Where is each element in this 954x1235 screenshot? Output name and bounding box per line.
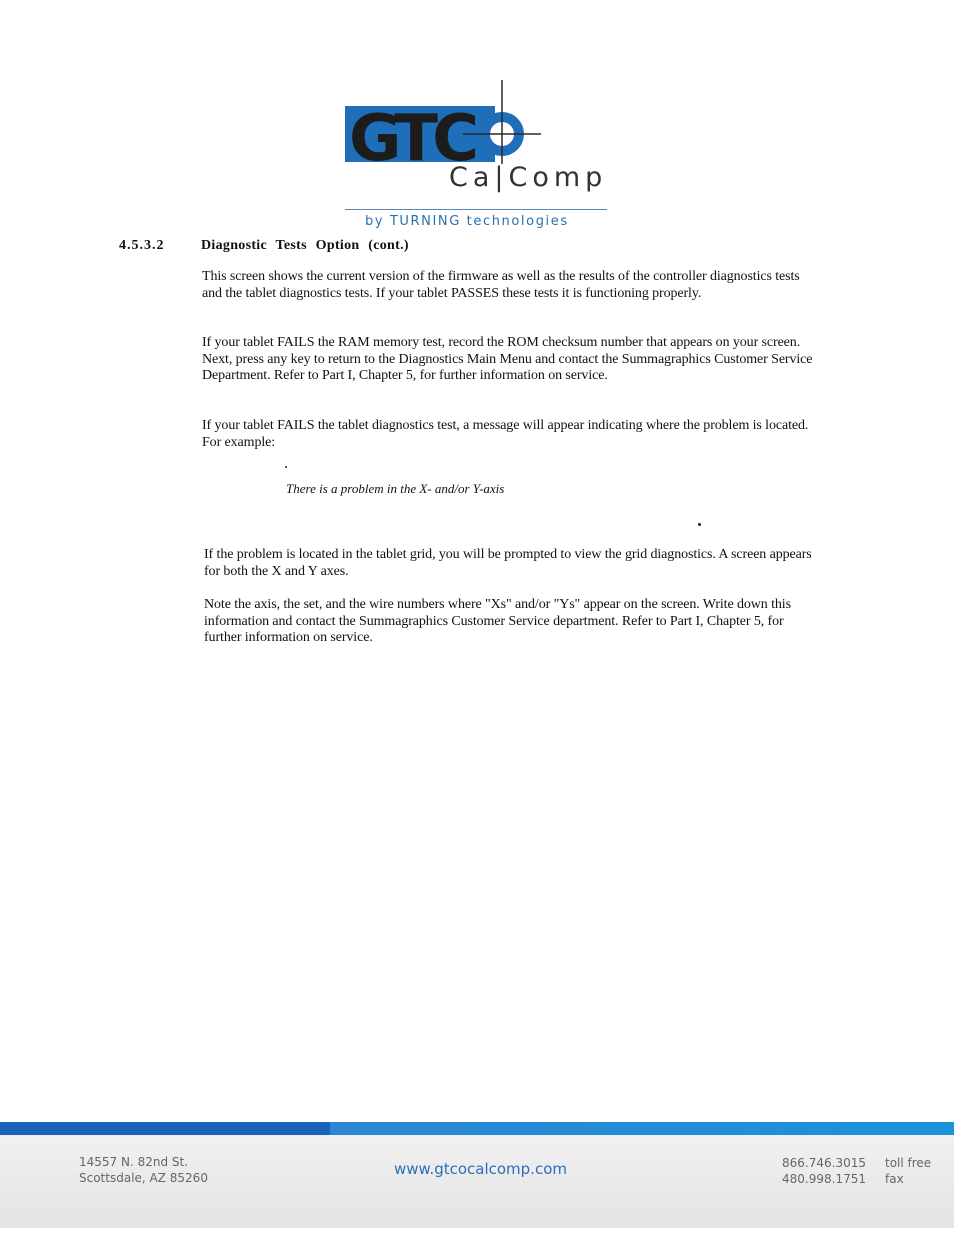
footer-website-link[interactable]: www.gtcocalcomp.com	[394, 1160, 567, 1178]
footer-bar-light	[330, 1122, 954, 1135]
example-message: There is a problem in the X- and/or Y-axis	[286, 481, 505, 496]
section-number: 4.5.3.2	[119, 238, 165, 253]
footer-fax-number: 480.998.1751	[782, 1172, 866, 1186]
company-logo	[345, 78, 615, 233]
footer-tollfree-number: 866.746.3015	[782, 1156, 866, 1170]
paragraph-record-wires: Note the axis, the set, and the wire numbers where "Xs" and/or "Ys" appear on the screen. Write down this information and contact the Summagraphics Customer Service department. Refer to Part I, Chapter 5, for further information on service.	[204, 597, 791, 645]
paragraph-grid-problem: If the problem is located in the tablet grid, you will be prompted to view the grid diagnostics. A screen appears for both the X and Y axes.	[204, 547, 812, 579]
section-title: Diagnostic Tests Option (cont.)	[201, 238, 409, 253]
logo-divider-line	[345, 209, 607, 210]
gtco-logo-mark	[345, 78, 545, 168]
paragraph-tablet-failure: If your tablet FAILS the tablet diagnostics test, a message will appear indicating where the problem is located. For example:	[202, 418, 809, 450]
footer-bar-dark	[0, 1122, 330, 1135]
paragraph-ram-failure: If your tablet FAILS the RAM memory test, record the ROM checksum number that appears on your screen. Next, press any key to return to the Diagnostics Main Menu and contact the Summagraphics Customer Service Department. Refer to Part I, Chapter 5, for further information on service.	[202, 335, 813, 383]
logo-calcomp-text: Ca|Comp	[449, 162, 608, 193]
footer-address-line1: 14557 N. 82nd St.	[79, 1155, 189, 1169]
scan-speck	[698, 523, 701, 526]
footer-fax-label: fax	[885, 1172, 904, 1186]
paragraph-firmware-results: This screen shows the current version of the firmware as well as the results of the controller diagnostics tests and the tablet diagnostics tests. If your tablet PASSES these tests it is functioning properly.	[202, 269, 800, 301]
footer-address-line2: Scottsdale, AZ 85260	[79, 1171, 208, 1185]
logo-tagline: by TURNING technologies	[365, 214, 569, 229]
logo-letters: GTC	[349, 102, 474, 168]
footer-tollfree-label: toll free	[885, 1156, 932, 1170]
scan-speck	[285, 466, 287, 468]
